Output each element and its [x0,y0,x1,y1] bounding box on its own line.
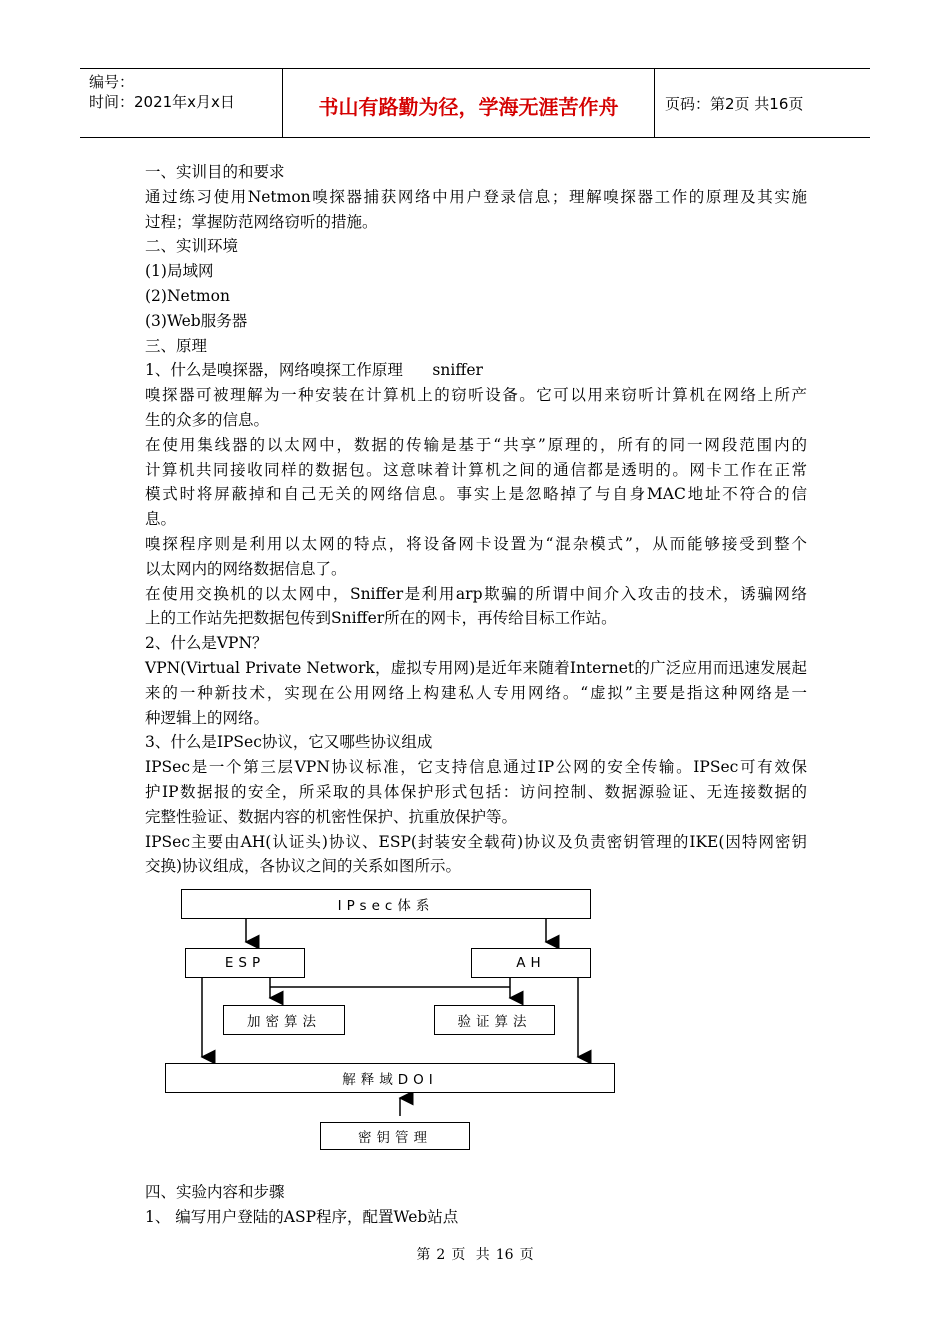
number-label: 编号： [89,73,135,91]
footer-total-pages: 16 [495,1247,514,1263]
paragraph-line: 种逻辑上的网络。 [145,708,270,727]
paragraph-line: 过程；掌握防范网络窃听的措施。 [145,212,378,231]
esp-box: ESP [185,948,305,978]
document-body-continued [145,1180,807,1230]
paragraph-line: VPN(Virtual Private Network，虚拟专用网)是近年来随着Internet的广泛应用而迅速发展起 [145,658,807,677]
section-heading: 四、实验内容和步骤 [145,1183,285,1201]
paragraph-line: 在使用交换机的以太网中，Sniffer是利用arp欺骗的所谓中间介入攻击的技术，诱骗网络 [145,584,807,603]
header-motto: 书山有路勤为径，学海无涯苦作舟 [282,69,655,137]
footer-mid: 页 共 [451,1247,490,1263]
footer-prefix: 第 [416,1247,431,1263]
paragraph-line: 计算机共同接收同样的数据包。这意味着计算机之间的通信都是透明的。网卡工作在正常 [145,460,807,479]
doi-box: 解释域DOI [165,1063,615,1093]
section-heading: 三、原理 [145,336,208,355]
paragraph-line: 上的工作站先把数据包传到Sniffer所在的网卡，再传给目标工作站。 [145,609,617,628]
subheading: 1、什么是嗅探器，网络嗅探工作原理 sniffer [145,361,483,380]
footer-suffix: 页 [519,1247,534,1263]
authentication-algorithm-box: 验证算法 [434,1005,555,1035]
header-meta [80,69,282,137]
header-page-info: 页码：第2页 共16页 [665,94,804,113]
document-body [145,160,807,879]
footer-page-number: 2 [436,1247,446,1263]
list-item: (3)Web服务器 [145,311,248,330]
subheading: 2、什么是VPN？ [145,634,268,653]
paragraph-line: 护IP数据报的安全，所采取的具体保护形式包括：访问控制、数据源验证、无连接数据的 [145,782,807,801]
encryption-algorithm-box: 加密算法 [223,1005,345,1035]
subheading: 3、什么是IPSec协议，它又哪些协议组成 [145,733,433,752]
paragraph-line: 模式时将屏蔽掉和自己无关的网络信息。事实上是忽略掉了与自身MAC地址不符合的信 [145,485,807,504]
page-header [80,68,870,138]
ipsec-architecture-diagram [160,884,630,1154]
time-label: 时间：2021年x月x日 [89,93,235,111]
key-management-box: 密钥管理 [320,1122,470,1150]
ah-box: AH [471,948,591,978]
paragraph-line: 生的众多的信息。 [145,410,270,429]
paragraph-line: 在使用集线器的以太网中，数据的传输是基于“共享”原理的，所有的同一网段范围内的 [145,435,807,454]
paragraph-line: 通过练习使用Netmon嗅探器捕获网络中用户登录信息；理解嗅探器工作的原理及其实施 [145,187,807,206]
subheading: 1、 编写用户登陆的ASP程序，配置Web站点 [145,1207,459,1226]
section-heading: 二、实训环境 [145,237,239,256]
paragraph-line: 以太网内的网络数据信息了。 [145,559,347,578]
paragraph-line: 完整性验证、数据内容的机密性保护、抗重放保护等。 [145,807,518,826]
page-footer [0,1244,950,1264]
paragraph-line: 来的一种新技术，实现在公用网络上构建私人专用网络。“虚拟”主要是指这种网络是一 [145,683,807,702]
list-item: (2)Netmon [145,286,230,305]
paragraph-line: IPSec主要由AH(认证头)协议、ESP(封装安全载荷)协议及负责密钥管理的IKE(因特网密钥 [145,832,807,851]
list-item: (1)局域网 [145,262,214,281]
paragraph-line: 嗅探程序则是利用以太网的特点，将设备网卡设置为“混杂模式”，从而能够接受到整个 [145,534,807,553]
ipsec-box: IPsec体系 [181,889,591,919]
paragraph-line: 嗅探器可被理解为一种安装在计算机上的窃听设备。它可以用来窃听计算机在网络上所产 [145,386,807,405]
paragraph-line: 息。 [145,510,177,529]
section-heading: 一、实训目的和要求 [145,163,285,181]
paragraph-line: 交换)协议组成，各协议之间的关系如图所示。 [145,857,462,876]
paragraph-line: IPSec是一个第三层VPN协议标准，它支持信息通过IP公网的安全传输。IPSec可有效保 [145,758,807,777]
